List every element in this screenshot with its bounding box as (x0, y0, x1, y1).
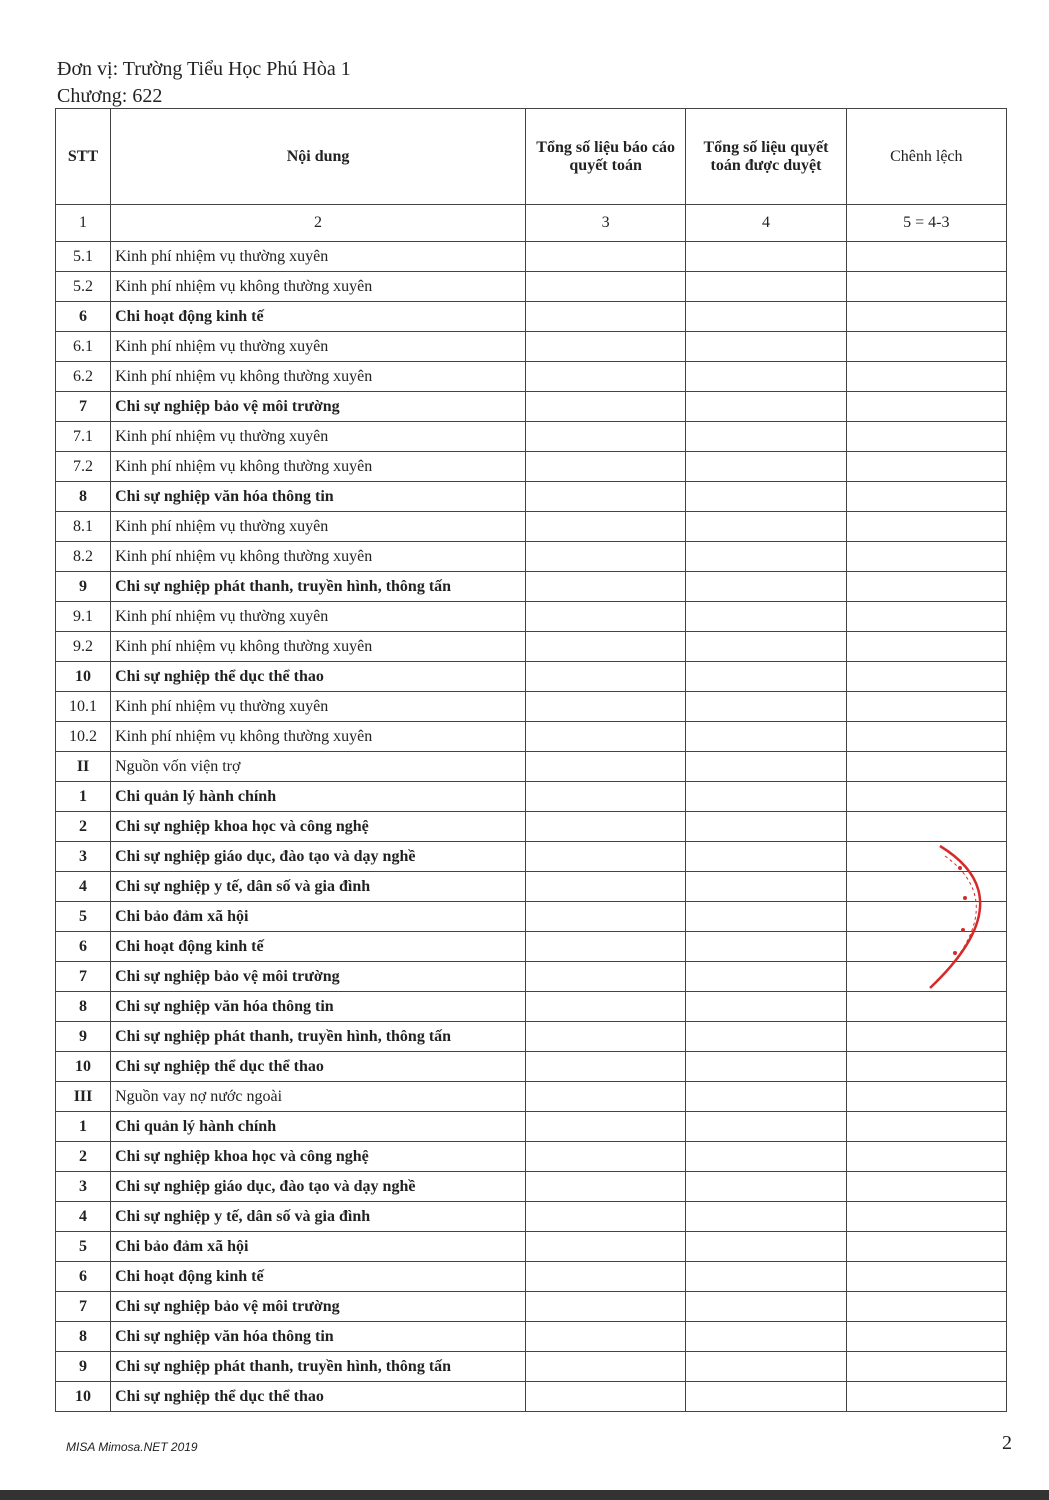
row-stt: 8.2 (56, 542, 111, 572)
difference-cell (846, 482, 1006, 512)
row-content: Chi quản lý hành chính (111, 782, 526, 812)
approved-value-cell (686, 812, 846, 842)
table-row (56, 1262, 1007, 1292)
row-content: Chi sự nghiệp giáo dục, đào tạo và dạy nghề (111, 1172, 526, 1202)
col-number: 1 (56, 205, 111, 242)
row-stt: 1 (56, 1112, 111, 1142)
difference-cell (846, 722, 1006, 752)
difference-cell (846, 1172, 1006, 1202)
reported-value-cell (525, 782, 685, 812)
row-stt: 7 (56, 392, 111, 422)
difference-cell (846, 242, 1006, 272)
difference-cell (846, 752, 1006, 782)
row-stt: 9 (56, 1022, 111, 1052)
reported-value-cell (525, 1112, 685, 1142)
row-content: Chi sự nghiệp phát thanh, truyền hình, thông tấn (111, 1022, 526, 1052)
approved-value-cell (686, 662, 846, 692)
approved-value-cell (686, 242, 846, 272)
table-row (56, 842, 1007, 872)
row-content: Chi sự nghiệp y tế, dân số và gia đình (111, 872, 526, 902)
row-stt: 10.2 (56, 722, 111, 752)
approved-value-cell (686, 572, 846, 602)
row-content: Chi hoạt động kinh tế (111, 932, 526, 962)
approved-value-cell (686, 1172, 846, 1202)
approved-value-cell (686, 482, 846, 512)
col-reported: Tổng số liệu báo cáo quyết toán (525, 109, 685, 205)
difference-cell (846, 632, 1006, 662)
difference-cell (846, 1322, 1006, 1352)
approved-value-cell (686, 842, 846, 872)
row-stt: 10 (56, 662, 111, 692)
page-number: 2 (1002, 1432, 1012, 1454)
table-row (56, 872, 1007, 902)
table-row (56, 1172, 1007, 1202)
table-row (56, 572, 1007, 602)
reported-value-cell (525, 332, 685, 362)
difference-cell (846, 1112, 1006, 1142)
reported-value-cell (525, 962, 685, 992)
row-stt: 3 (56, 842, 111, 872)
approved-value-cell (686, 1142, 846, 1172)
difference-cell (846, 392, 1006, 422)
table-row (56, 992, 1007, 1022)
approved-value-cell (686, 1022, 846, 1052)
row-content: Chi sự nghiệp khoa học và công nghệ (111, 1142, 526, 1172)
reported-value-cell (525, 362, 685, 392)
row-stt: 5 (56, 1232, 111, 1262)
row-stt: 7 (56, 962, 111, 992)
reported-value-cell (525, 482, 685, 512)
difference-cell (846, 662, 1006, 692)
reported-value-cell (525, 572, 685, 602)
reported-value-cell (525, 902, 685, 932)
table-row (56, 1052, 1007, 1082)
row-stt: 9 (56, 1352, 111, 1382)
row-content: Kinh phí nhiệm vụ thường xuyên (111, 422, 526, 452)
approved-value-cell (686, 692, 846, 722)
row-content: Chi sự nghiệp bảo vệ môi trường (111, 392, 526, 422)
row-stt: 10 (56, 1052, 111, 1082)
difference-cell (846, 1262, 1006, 1292)
table-header-row (56, 109, 1007, 205)
difference-cell (846, 602, 1006, 632)
row-stt: 2 (56, 812, 111, 842)
difference-cell (846, 1052, 1006, 1082)
approved-value-cell (686, 962, 846, 992)
approved-value-cell (686, 1292, 846, 1322)
row-content: Kinh phí nhiệm vụ không thường xuyên (111, 452, 526, 482)
table-row (56, 1082, 1007, 1112)
row-content: Chi sự nghiệp văn hóa thông tin (111, 992, 526, 1022)
row-content: Kinh phí nhiệm vụ thường xuyên (111, 512, 526, 542)
approved-value-cell (686, 1082, 846, 1112)
table-row (56, 512, 1007, 542)
approved-value-cell (686, 722, 846, 752)
reported-value-cell (525, 1352, 685, 1382)
row-stt: 6.1 (56, 332, 111, 362)
row-stt: 6 (56, 302, 111, 332)
row-content: Chi sự nghiệp thể dục thể thao (111, 662, 526, 692)
row-content: Chi sự nghiệp thể dục thể thao (111, 1052, 526, 1082)
approved-value-cell (686, 872, 846, 902)
approved-value-cell (686, 542, 846, 572)
table-row (56, 1202, 1007, 1232)
reported-value-cell (525, 932, 685, 962)
reported-value-cell (525, 632, 685, 662)
difference-cell (846, 1202, 1006, 1232)
difference-cell (846, 1232, 1006, 1262)
approved-value-cell (686, 392, 846, 422)
reported-value-cell (525, 452, 685, 482)
reported-value-cell (525, 1232, 685, 1262)
reported-value-cell (525, 662, 685, 692)
row-stt: 8.1 (56, 512, 111, 542)
row-stt: 10 (56, 1382, 111, 1412)
table-row (56, 1022, 1007, 1052)
column-number-row (56, 205, 1007, 242)
row-stt: III (56, 1082, 111, 1112)
reported-value-cell (525, 1052, 685, 1082)
row-stt: 2 (56, 1142, 111, 1172)
table-row (56, 752, 1007, 782)
reported-value-cell (525, 1142, 685, 1172)
approved-value-cell (686, 1232, 846, 1262)
row-content: Chi sự nghiệp bảo vệ môi trường (111, 962, 526, 992)
row-stt: 7 (56, 1292, 111, 1322)
approved-value-cell (686, 1112, 846, 1142)
row-stt: 6 (56, 932, 111, 962)
row-content: Chi sự nghiệp phát thanh, truyền hình, thông tấn (111, 572, 526, 602)
difference-cell (846, 782, 1006, 812)
row-stt: 8 (56, 482, 111, 512)
col-number: 2 (111, 205, 526, 242)
reported-value-cell (525, 872, 685, 902)
row-content: Nguồn vay nợ nước ngoài (111, 1082, 526, 1112)
row-content: Kinh phí nhiệm vụ không thường xuyên (111, 632, 526, 662)
reported-value-cell (525, 692, 685, 722)
difference-cell (846, 1382, 1006, 1412)
difference-cell (846, 422, 1006, 452)
row-stt: 7.1 (56, 422, 111, 452)
table-row (56, 482, 1007, 512)
reported-value-cell (525, 1322, 685, 1352)
difference-cell (846, 1352, 1006, 1382)
row-content: Kinh phí nhiệm vụ không thường xuyên (111, 362, 526, 392)
row-content: Kinh phí nhiệm vụ thường xuyên (111, 332, 526, 362)
table-row (56, 632, 1007, 662)
reported-value-cell (525, 302, 685, 332)
row-content: Kinh phí nhiệm vụ thường xuyên (111, 242, 526, 272)
approved-value-cell (686, 902, 846, 932)
approved-value-cell (686, 1322, 846, 1352)
col-difference: Chênh lệch (846, 109, 1006, 205)
reported-value-cell (525, 992, 685, 1022)
row-stt: 3 (56, 1172, 111, 1202)
row-content: Kinh phí nhiệm vụ thường xuyên (111, 692, 526, 722)
approved-value-cell (686, 752, 846, 782)
chapter-code: Chương: 622 (57, 85, 163, 107)
difference-cell (846, 272, 1006, 302)
approved-value-cell (686, 302, 846, 332)
row-content: Chi sự nghiệp khoa học và công nghệ (111, 812, 526, 842)
row-stt: 5 (56, 902, 111, 932)
table-row (56, 662, 1007, 692)
row-content: Kinh phí nhiệm vụ không thường xuyên (111, 272, 526, 302)
row-stt: 1 (56, 782, 111, 812)
col-approved: Tổng số liệu quyết toán được duyệt (686, 109, 846, 205)
row-stt: 7.2 (56, 452, 111, 482)
difference-cell (846, 1292, 1006, 1322)
reported-value-cell (525, 722, 685, 752)
row-stt: 5.1 (56, 242, 111, 272)
table-row (56, 602, 1007, 632)
row-content: Chi hoạt động kinh tế (111, 302, 526, 332)
reported-value-cell (525, 842, 685, 872)
table-row (56, 812, 1007, 842)
difference-cell (846, 572, 1006, 602)
red-seal-stamp (925, 838, 1015, 998)
table-row (56, 1322, 1007, 1352)
reported-value-cell (525, 422, 685, 452)
row-stt: 10.1 (56, 692, 111, 722)
approved-value-cell (686, 362, 846, 392)
table-row (56, 392, 1007, 422)
col-number: 5 = 4-3 (846, 205, 1006, 242)
approved-value-cell (686, 512, 846, 542)
row-content: Chi sự nghiệp phát thanh, truyền hình, thông tấn (111, 1352, 526, 1382)
approved-value-cell (686, 1352, 846, 1382)
difference-cell (846, 512, 1006, 542)
reported-value-cell (525, 242, 685, 272)
row-content: Chi sự nghiệp thể dục thể thao (111, 1382, 526, 1412)
table-row (56, 722, 1007, 752)
reported-value-cell (525, 1202, 685, 1232)
reported-value-cell (525, 272, 685, 302)
table-row (56, 1142, 1007, 1172)
table-row (56, 452, 1007, 482)
table-row (56, 1352, 1007, 1382)
row-stt: 4 (56, 1202, 111, 1232)
unit-name: Đơn vị: Trường Tiểu Học Phú Hòa 1 (57, 58, 351, 80)
table-row (56, 272, 1007, 302)
approved-value-cell (686, 632, 846, 662)
table-row (56, 692, 1007, 722)
row-content: Chi hoạt động kinh tế (111, 1262, 526, 1292)
approved-value-cell (686, 1202, 846, 1232)
table-row (56, 422, 1007, 452)
difference-cell (846, 362, 1006, 392)
row-content: Kinh phí nhiệm vụ không thường xuyên (111, 542, 526, 572)
row-content: Chi sự nghiệp bảo vệ môi trường (111, 1292, 526, 1322)
approved-value-cell (686, 332, 846, 362)
difference-cell (846, 812, 1006, 842)
row-stt: II (56, 752, 111, 782)
approved-value-cell (686, 1052, 846, 1082)
reported-value-cell (525, 1262, 685, 1292)
difference-cell (846, 692, 1006, 722)
table-row (56, 962, 1007, 992)
reported-value-cell (525, 542, 685, 572)
approved-value-cell (686, 422, 846, 452)
difference-cell (846, 1022, 1006, 1052)
approved-value-cell (686, 272, 846, 302)
table-row (56, 542, 1007, 572)
approved-value-cell (686, 932, 846, 962)
difference-cell (846, 302, 1006, 332)
row-stt: 6.2 (56, 362, 111, 392)
col-number: 3 (525, 205, 685, 242)
row-content: Chi sự nghiệp y tế, dân số và gia đình (111, 1202, 526, 1232)
row-stt: 4 (56, 872, 111, 902)
row-content: Chi bảo đảm xã hội (111, 1232, 526, 1262)
col-number: 4 (686, 205, 846, 242)
approved-value-cell (686, 1262, 846, 1292)
row-content: Chi quản lý hành chính (111, 1112, 526, 1142)
approved-value-cell (686, 992, 846, 1022)
row-content: Chi bảo đảm xã hội (111, 902, 526, 932)
table-row (56, 332, 1007, 362)
difference-cell (846, 542, 1006, 572)
approved-value-cell (686, 782, 846, 812)
col-stt: STT (56, 109, 111, 205)
row-content: Kinh phí nhiệm vụ không thường xuyên (111, 722, 526, 752)
difference-cell (846, 332, 1006, 362)
row-content: Chi sự nghiệp giáo dục, đào tạo và dạy nghề (111, 842, 526, 872)
reported-value-cell (525, 1292, 685, 1322)
row-stt: 5.2 (56, 272, 111, 302)
row-stt: 6 (56, 1262, 111, 1292)
row-stt: 9.2 (56, 632, 111, 662)
reported-value-cell (525, 1172, 685, 1202)
table-row (56, 362, 1007, 392)
approved-value-cell (686, 452, 846, 482)
row-content: Chi sự nghiệp văn hóa thông tin (111, 1322, 526, 1352)
scan-edge (0, 1490, 1049, 1500)
table-row (56, 932, 1007, 962)
reported-value-cell (525, 812, 685, 842)
row-stt: 9 (56, 572, 111, 602)
approved-value-cell (686, 1382, 846, 1412)
row-content: Nguồn vốn viện trợ (111, 752, 526, 782)
reported-value-cell (525, 1022, 685, 1052)
reported-value-cell (525, 602, 685, 632)
approved-value-cell (686, 602, 846, 632)
difference-cell (846, 452, 1006, 482)
row-stt: 8 (56, 992, 111, 1022)
col-content: Nội dung (111, 109, 526, 205)
reported-value-cell (525, 1082, 685, 1112)
reported-value-cell (525, 512, 685, 542)
table-row (56, 782, 1007, 812)
reported-value-cell (525, 392, 685, 422)
table-row (56, 1232, 1007, 1262)
row-stt: 9.1 (56, 602, 111, 632)
table-row (56, 302, 1007, 332)
table-row (56, 1112, 1007, 1142)
table-row (56, 242, 1007, 272)
table-row (56, 902, 1007, 932)
reported-value-cell (525, 752, 685, 782)
table-row (56, 1292, 1007, 1322)
settlement-table (55, 108, 1007, 1412)
software-footer: MISA Mimosa.NET 2019 (66, 1440, 198, 1454)
reported-value-cell (525, 1382, 685, 1412)
difference-cell (846, 1142, 1006, 1172)
row-stt: 8 (56, 1322, 111, 1352)
table-row (56, 1382, 1007, 1412)
row-content: Kinh phí nhiệm vụ thường xuyên (111, 602, 526, 632)
row-content: Chi sự nghiệp văn hóa thông tin (111, 482, 526, 512)
difference-cell (846, 1082, 1006, 1112)
